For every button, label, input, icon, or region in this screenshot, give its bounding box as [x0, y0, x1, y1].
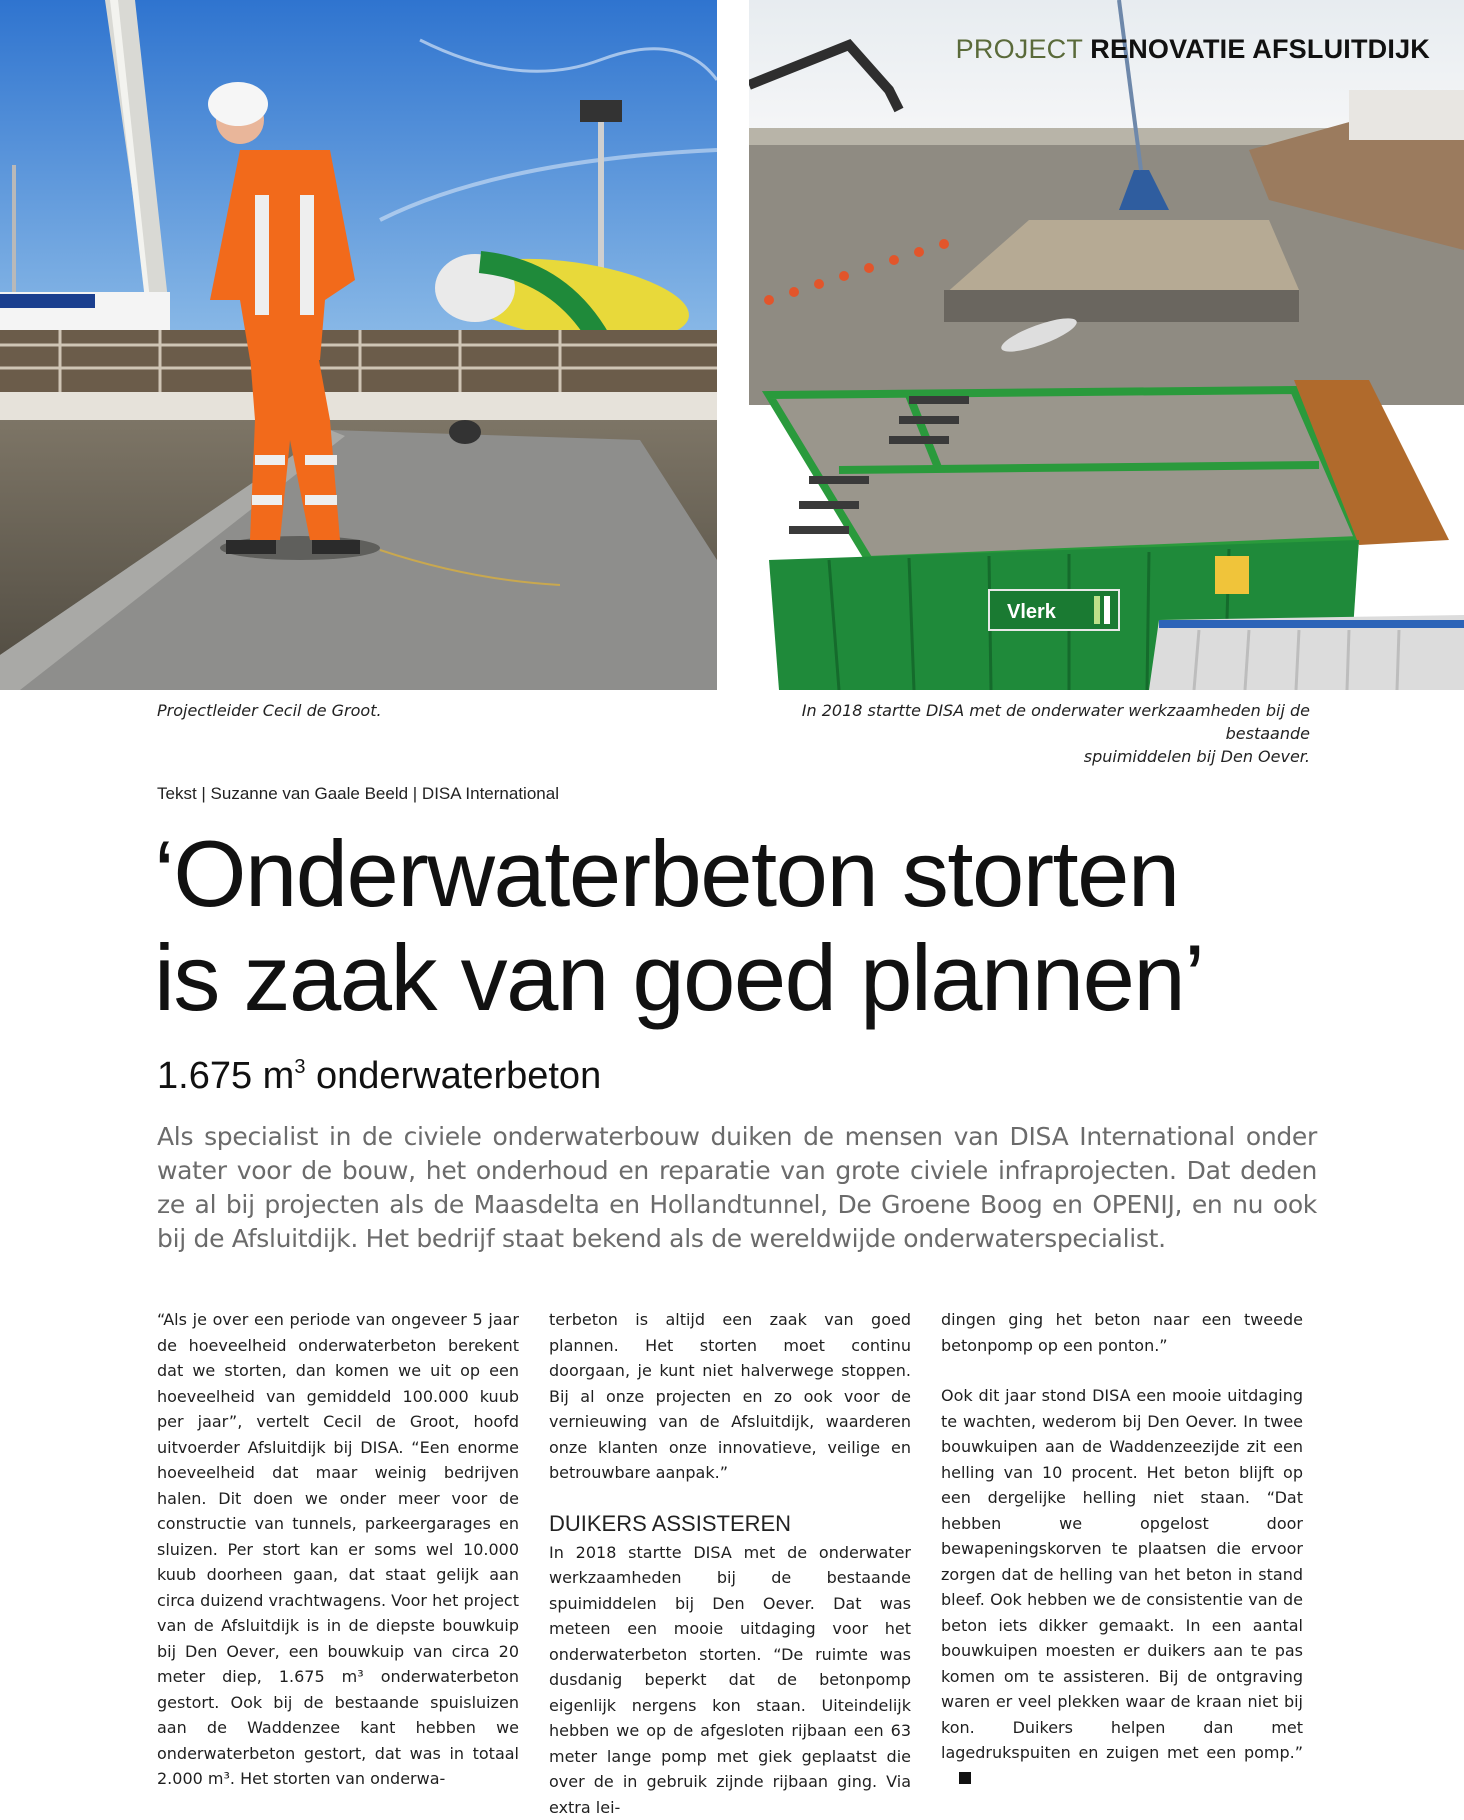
body-paragraph-final [941, 1383, 1303, 1791]
article-end-mark [959, 1772, 971, 1784]
body-column-1 [157, 1307, 519, 1792]
photo-caption-right-line1: In 2018 startte DISA met de onderwater werkzaamheden bij de bestaande [760, 699, 1310, 745]
photo-den-oever-site-graphic [749, 0, 1464, 690]
subhead-suffix: onderwaterbeton [305, 1055, 601, 1097]
headline-line1: ‘Onderwaterbeton storten [154, 821, 1179, 926]
container-label: Vlerk [1007, 601, 1057, 623]
body-paragraph: dingen ging het beton naar een tweede betonpomp op een ponton.” [941, 1307, 1303, 1358]
article-headline [154, 822, 1334, 1030]
photo-project-leader-graphic [0, 0, 717, 690]
photo-caption-right-line2: spuimiddelen bij Den Oever. [760, 745, 1310, 768]
subhead-superscript: 3 [294, 1056, 305, 1078]
subhead-prefix: 1.675 m [157, 1055, 294, 1097]
article-subhead [157, 1055, 601, 1098]
article-credits: Tekst | Suzanne van Gaale Beeld | DISA International [157, 784, 559, 804]
body-paragraph-final-text: Ook dit jaar stond DISA een mooie uitdaging te wachten, wederom bij Den Oever. In twee bouwkuipen aan de Waddenzeezijde zit een helling van 10 procent. Het beton blijft op een dergelijke helling niet staan. “Dat hebben we opgelost door bewapeningskorven te plaatsen die ervoor zorgen dat de helling van het beton in stand bleef. Ook hebben we de consistentie van de beton iets dikker gemaakt. In een aantal bouwkuipen moesten er duikers aan te pas komen om te assisteren. Bij de ontgraving waren er veel plekken waar de kraan niet bij kon. Duikers helpen dan met lagedrukspuiten en zuigen met een pomp.” [941, 1386, 1303, 1762]
body-paragraph: “Als je over een periode van ongeveer 5 jaar de hoeveelheid onderwaterbeton berekent dat we storten, dan komen we uit op een hoeveelheid van gemiddeld 100.000 kuub per jaar”, vertelt Cecil de Groot, hoofd uitvoerder Afsluitdijk bij DISA. “Een enorme hoeveelheid dat maar weinig bedrijven halen. Dit doen we onder meer voor de constructie van tunnels, parkeergarages en sluizen. Per stort kan er soms wel 10.000 kuub doorheen gaan, dat staat gelijk aan circa duizend vrachtwagens. Voor het project van de Afsluitdijk is in de diepste bouwkuip bij Den Oever, een bouwkuip van circa 20 meter diep, 1.675 m³ onderwaterbeton gestort. Ook bij de bestaande spuisluizen aan de Waddenzee kant hebben we onderwaterbeton gestort, dat was in totaal 2.000 m³. Het storten van onderwa- [157, 1307, 519, 1792]
section-tag-project: RENOVATIE AFSLUITDIJK [1090, 34, 1430, 64]
body-column-3 [941, 1307, 1303, 1791]
photo-den-oever-site [749, 0, 1464, 690]
photo-project-leader [0, 0, 717, 690]
article-intro: Als specialist in de civiele onderwaterbouw duiken de mensen van DISA International onder water voor de bouw, het onderhoud en reparatie van grote civiele infraprojecten. Dat deden ze al bij projecten als de Maasdelta en Hollandtunnel, De Groene Boog en OPENIJ, en nu ook bij de Afsluitdijk. Het bedrijf staat bekend als de wereldwijde onderwaterspecialist. [157, 1120, 1317, 1256]
section-tag-category: PROJECT [956, 34, 1083, 64]
body-column-2 [549, 1307, 911, 1820]
body-paragraph: In 2018 startte DISA met de onderwater werkzaamheden bij de bestaande spuimiddelen bij Den Oever. Dat was meteen een mooie uitdaging voor het onderwaterbeton storten. “De ruimte was dusdanig beperkt dat de betonpomp eigenlijk nergens kon staan. Uiteindelijk hebben we op de afgesloten rijbaan een 63 meter lange pomp met giek geplaatst die over de in gebruik zijnde rijbaan ging. Via extra lei- [549, 1540, 911, 1820]
section-tag [956, 34, 1430, 65]
headline-line2: is zaak van goed plannen’ [154, 925, 1204, 1030]
photo-caption-left: Projectleider Cecil de Groot. [157, 699, 382, 722]
body-paragraph: terbeton is altijd een zaak van goed plannen. Het storten moet continu doorgaan, je kunt niet halverwege stoppen. Bij al onze projecten en zo ook voor de vernieuwing van de Afsluitdijk, waarderen onze klanten onze innovatieve, veilige en betrouwbare aanpak.” [549, 1307, 911, 1486]
photo-caption-right [760, 699, 1310, 768]
section-heading: DUIKERS ASSISTEREN [549, 1510, 911, 1538]
